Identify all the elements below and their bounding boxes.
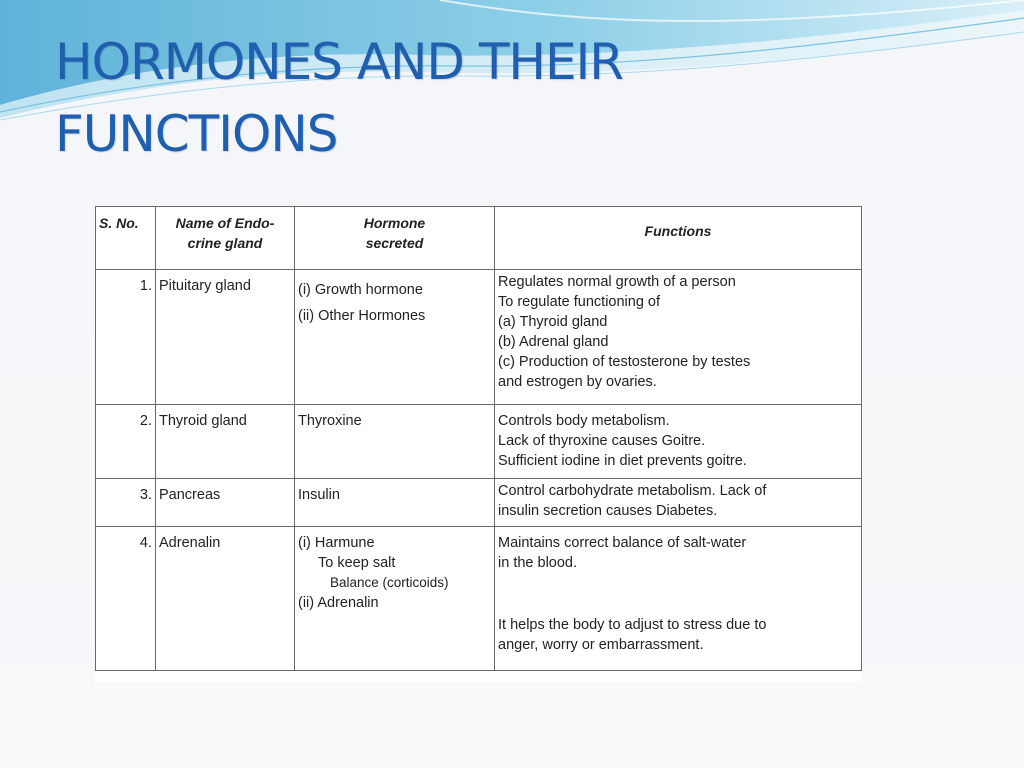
hormone-line: Thyroxine (298, 413, 362, 429)
function-line: (b) Adrenal gland (498, 334, 609, 350)
function-line: Sufficient iodine in diet prevents goitre. (498, 453, 747, 469)
hormone-line: Insulin (298, 487, 340, 503)
row-hormone (295, 527, 495, 671)
function-line: insulin secretion causes Diabetes. (498, 503, 718, 519)
row-functions (495, 527, 862, 671)
function-line: (c) Production of testosterone by testes (498, 354, 751, 370)
hormone-line: (i) Harmune (298, 535, 375, 551)
header-sno: S. No. (96, 207, 156, 270)
function-line: Maintains correct balance of salt-water (498, 535, 747, 551)
table-header-row (96, 207, 862, 270)
row-sno: 3. (96, 479, 156, 527)
hormones-table-image (95, 206, 861, 682)
row-gland: Pancreas (156, 479, 295, 527)
row-hormone (295, 270, 495, 405)
function-line: Lack of thyroxine causes Goitre. (498, 433, 706, 449)
row-hormone (295, 479, 495, 527)
function-line: and estrogen by ovaries. (498, 374, 657, 390)
function-line: Regulates normal growth of a person (498, 274, 736, 290)
hormone-line: To keep salt (318, 555, 396, 571)
row-gland: Adrenalin (156, 527, 295, 671)
hormones-table (95, 206, 862, 671)
page-title: HORMONES AND THEIR FUNCTIONS (55, 33, 624, 163)
function-line: in the blood. (498, 555, 578, 571)
table-row (96, 270, 862, 405)
header-gland: Name of Endo- crine gland (156, 207, 295, 270)
table-row (96, 479, 862, 527)
hormone-line: Balance (corticoids) (330, 575, 449, 590)
function-line: Control carbohydrate metabolism. Lack of (498, 483, 767, 499)
function-line: Controls body metabolism. (498, 413, 670, 429)
row-sno: 2. (96, 405, 156, 479)
header-hormone: Hormone secreted (295, 207, 495, 270)
row-functions (495, 479, 862, 527)
row-functions (495, 405, 862, 479)
row-sno: 4. (96, 527, 156, 671)
row-hormone (295, 405, 495, 479)
row-gland: Pituitary gland (156, 270, 295, 405)
function-line: To regulate functioning of (498, 294, 661, 310)
table-row (96, 527, 862, 671)
row-functions (495, 270, 862, 405)
row-sno: 1. (96, 270, 156, 405)
table-row (96, 405, 862, 479)
function-line: It helps the body to adjust to stress due to (498, 617, 767, 633)
header-functions: Functions (495, 207, 862, 270)
spacer (498, 573, 858, 615)
hormone-line: (i) Growth hormone (298, 282, 423, 298)
hormone-line: (ii) Other Hormones (298, 308, 426, 324)
function-line: (a) Thyroid gland (498, 314, 608, 330)
function-line: anger, worry or embarrassment. (498, 637, 704, 653)
hormone-line: (ii) Adrenalin (298, 595, 379, 611)
row-gland: Thyroid gland (156, 405, 295, 479)
